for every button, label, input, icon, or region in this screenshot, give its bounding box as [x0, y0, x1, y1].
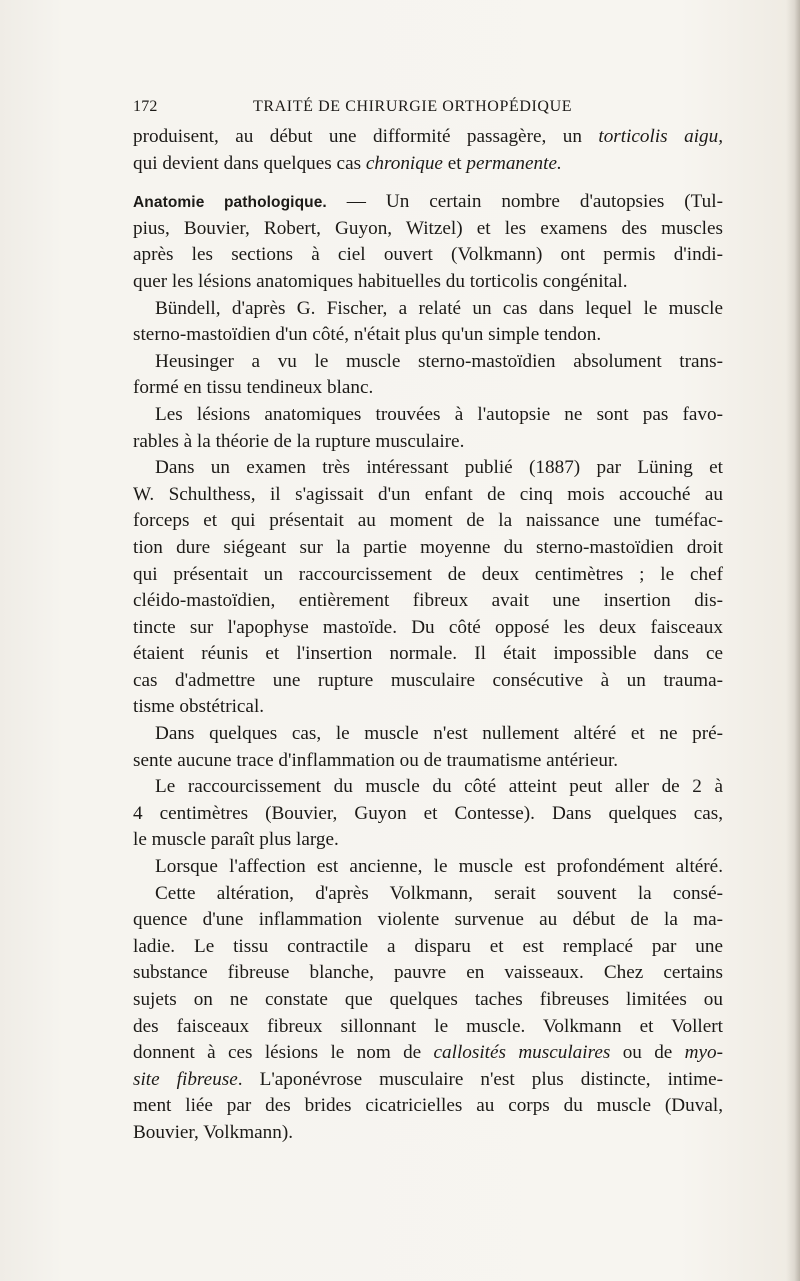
text-line: produisent, au début une difformité passagère, un torticolis aigu, [133, 126, 724, 147]
text-line: Les lésions anatomiques trouvées à l'autopsie ne sont pas favo- [155, 403, 723, 425]
text-line: donnent à ces lésions le nom de callosités musculaires ou de myo- [133, 1042, 724, 1064]
italic-term: callosités musculaires [433, 1042, 611, 1064]
text-line: W. Schulthess, il s'agissait d'un enfant de cinq mois accouché au [133, 483, 723, 505]
text-line: Anatomie pathologique. — Un certain nombre d'autopsies (Tul- [133, 191, 723, 213]
text-line: Bouvier, Volkmann). [133, 1121, 294, 1143]
text-line: après les sections à ciel ouvert (Volkmann) ont permis d'indi- [133, 244, 723, 266]
text-line: Dans un examen très intéressant publié (1887) par Lüning et [155, 457, 723, 479]
text-line: 4 centimètres (Bouvier, Guyon et Contesse). Dans quelques cas, [133, 802, 723, 824]
text-line: site fibreuse. L'aponévrose musculaire n'est plus distincte, intime- [133, 1068, 724, 1090]
text-line: cléido-mastoïdien, entièrement fibreux avait une insertion dis- [133, 590, 723, 612]
text-line: tincte sur l'apophyse mastoïde. Du côté opposé les deux faisceaux [133, 616, 723, 638]
text-line: Dans quelques cas, le muscle n'est nullement altéré et ne pré- [155, 723, 723, 745]
text-line: des faisceaux fibreux sillonnant le muscle. Volkmann et Vollert [133, 1015, 723, 1037]
text-line: tisme obstétrical. [133, 696, 265, 718]
text-line: sente aucune trace d'inflammation ou de traumatisme antérieur. [133, 749, 619, 771]
text-line: forceps et qui présentait au moment de la naissance une tuméfac- [133, 510, 723, 532]
text-line: Bündell, d'après G. Fischer, a relaté un cas dans lequel le muscle [155, 297, 723, 319]
text-line: Le raccourcissement du muscle du côté atteint peut aller de 2 à [155, 776, 723, 798]
text-line: qui devient dans quelques cas chronique et permanente. [133, 152, 562, 174]
body-text [133, 124, 723, 1147]
text-line: qui présentait un raccourcissement de deux centimètres ; le chef [133, 563, 723, 585]
italic-term: chronique [365, 152, 443, 174]
page-number: 172 [133, 98, 158, 115]
italic-term: torticolis aigu, [598, 126, 724, 147]
text-line: tion dure siégeant sur la partie moyenne du sterno-mastoïdien droit [133, 536, 723, 558]
text-line: Cette altération, d'après Volkmann, serait souvent la consé- [155, 882, 723, 904]
italic-term: site fibreuse [133, 1068, 238, 1090]
text-line: quer les lésions anatomiques habituelles du torticolis congénital. [133, 270, 628, 292]
text-line: sterno-mastoïdien d'un côté, n'était plus qu'un simple tendon. [133, 324, 602, 346]
page-edge-shadow [786, 0, 800, 1281]
text-line: ladie. Le tissu contractile a disparu et est remplacé par une [133, 935, 723, 957]
text-line: ment liée par des brides cicatricielles au corps du muscle (Duval, [133, 1095, 723, 1117]
italic-term: permanente. [466, 152, 562, 174]
text-line: Heusinger a vu le muscle sterno-mastoïdien absolument trans- [155, 350, 723, 372]
text-line: Lorsque l'affection est ancienne, le muscle est profondément altéré. [155, 856, 723, 878]
section-heading: Anatomie pathologique. [133, 194, 327, 212]
page-header [133, 98, 723, 122]
text-line: étaient réunis et l'insertion normale. Il était impossible dans ce [133, 643, 723, 665]
running-head: TRAITÉ DE CHIRURGIE ORTHOPÉDIQUE [253, 98, 573, 115]
italic-term: myo- [684, 1042, 724, 1064]
text-line: le muscle paraît plus large. [133, 829, 339, 851]
text-line: quence d'une inflammation violente survenue au début de la ma- [133, 909, 723, 931]
text-line: formé en tissu tendineux blanc. [133, 377, 374, 399]
text-line: substance fibreuse blanche, pauvre en vaisseaux. Chez certains [133, 962, 723, 984]
text-line: pius, Bouvier, Robert, Guyon, Witzel) et les examens des muscles [133, 217, 723, 239]
text-line: cas d'admettre une rupture musculaire consécutive à un trauma- [133, 669, 723, 691]
text-line: sujets on ne constate que quelques taches fibreuses limitées ou [133, 989, 723, 1010]
text-line: rables à la théorie de la rupture musculaire. [133, 430, 465, 452]
